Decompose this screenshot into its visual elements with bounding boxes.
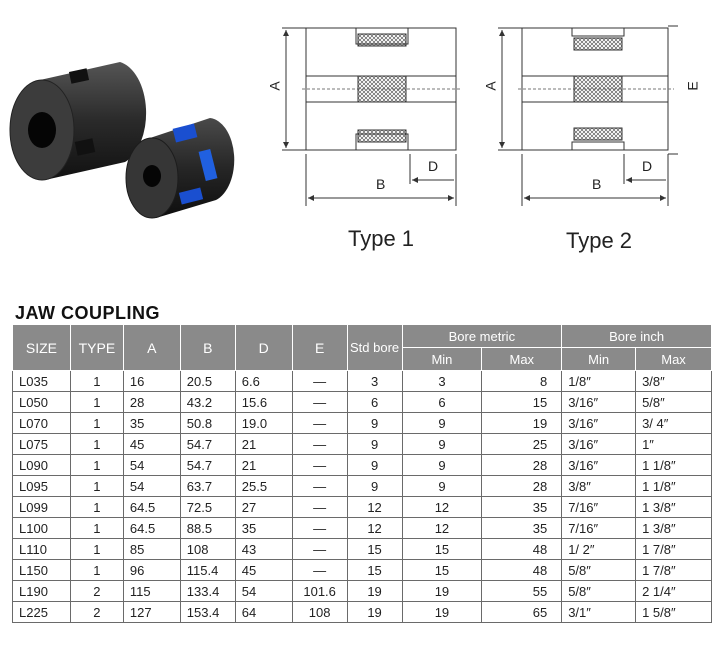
cell-type: 2 (70, 581, 123, 602)
cell-inch-max: 3/ 4″ (636, 413, 712, 434)
cell-type: 1 (70, 413, 123, 434)
cell-inch-min: 1/8″ (562, 371, 636, 392)
cell-std-bore: 6 (347, 392, 402, 413)
cell-type: 1 (70, 455, 123, 476)
type1-diagram (262, 14, 462, 254)
cell-type: 1 (70, 497, 123, 518)
cell-metric-min: 15 (402, 539, 482, 560)
cell-metric-max: 8 (482, 371, 562, 392)
cell-type: 1 (70, 371, 123, 392)
cell-type: 1 (70, 539, 123, 560)
col-std-bore: Std bore (347, 325, 402, 371)
cell-metric-max: 28 (482, 476, 562, 497)
cell-metric-min: 9 (402, 476, 482, 497)
cell-a: 115 (123, 581, 180, 602)
type1-label: Type 1 (348, 226, 415, 251)
cell-metric-max: 48 (482, 539, 562, 560)
cell-inch-max: 1 1/8″ (636, 455, 712, 476)
cell-e: — (292, 371, 347, 392)
cell-a: 64.5 (123, 518, 180, 539)
cell-std-bore: 15 (347, 560, 402, 581)
table-row (13, 539, 712, 560)
cell-metric-max: 15 (482, 392, 562, 413)
cell-b: 54.7 (180, 455, 235, 476)
cell-size: L035 (13, 371, 71, 392)
cell-metric-min: 19 (402, 581, 482, 602)
cell-metric-min: 9 (402, 413, 482, 434)
cell-size: L225 (13, 602, 71, 623)
cell-metric-min: 12 (402, 518, 482, 539)
cell-e: — (292, 455, 347, 476)
cell-d: 27 (235, 497, 292, 518)
type2-diagram (478, 14, 678, 254)
table-row (13, 413, 712, 434)
cell-d: 25.5 (235, 476, 292, 497)
cell-d: 54 (235, 581, 292, 602)
type2-dim-b: B (592, 176, 602, 192)
cell-std-bore: 9 (347, 434, 402, 455)
cell-a: 45 (123, 434, 180, 455)
col-inch-max: Max (636, 348, 712, 371)
cell-a: 35 (123, 413, 180, 434)
cell-d: 15.6 (235, 392, 292, 413)
cell-size: L075 (13, 434, 71, 455)
cell-inch-min: 3/16″ (562, 392, 636, 413)
col-bore-inch: Bore inch (562, 325, 712, 348)
cell-inch-min: 3/16″ (562, 455, 636, 476)
cell-metric-max: 48 (482, 560, 562, 581)
table-row (13, 602, 712, 623)
cell-size: L099 (13, 497, 71, 518)
cell-std-bore: 9 (347, 413, 402, 434)
cell-b: 153.4 (180, 602, 235, 623)
col-e: E (292, 325, 347, 371)
cell-inch-max: 1 7/8″ (636, 560, 712, 581)
cell-size: L150 (13, 560, 71, 581)
cell-d: 35 (235, 518, 292, 539)
table-row (13, 560, 712, 581)
cell-inch-max: 3/8″ (636, 371, 712, 392)
cell-size: L100 (13, 518, 71, 539)
cell-std-bore: 9 (347, 476, 402, 497)
cell-b: 63.7 (180, 476, 235, 497)
cell-metric-max: 19 (482, 413, 562, 434)
cell-b: 54.7 (180, 434, 235, 455)
cell-e: — (292, 476, 347, 497)
cell-d: 6.6 (235, 371, 292, 392)
cell-e: — (292, 434, 347, 455)
cell-metric-max: 35 (482, 518, 562, 539)
table-row (13, 392, 712, 413)
cell-inch-max: 2 1/4″ (636, 581, 712, 602)
type2-label: Type 2 (566, 228, 633, 253)
cell-inch-min: 3/8″ (562, 476, 636, 497)
cell-e: 108 (292, 602, 347, 623)
cell-d: 45 (235, 560, 292, 581)
cell-metric-max: 25 (482, 434, 562, 455)
cell-e: — (292, 539, 347, 560)
cell-metric-min: 3 (402, 371, 482, 392)
cell-e: — (292, 518, 347, 539)
cell-a: 54 (123, 476, 180, 497)
cell-a: 85 (123, 539, 180, 560)
table-body (13, 371, 712, 623)
table-row (13, 497, 712, 518)
cell-std-bore: 19 (347, 581, 402, 602)
cell-metric-max: 35 (482, 497, 562, 518)
cell-b: 20.5 (180, 371, 235, 392)
cell-inch-min: 7/16″ (562, 518, 636, 539)
col-inch-min: Min (562, 348, 636, 371)
cell-size: L110 (13, 539, 71, 560)
cell-std-bore: 9 (347, 455, 402, 476)
cell-inch-min: 3/16″ (562, 434, 636, 455)
cell-e: — (292, 560, 347, 581)
cell-a: 54 (123, 455, 180, 476)
cell-size: L070 (13, 413, 71, 434)
cell-d: 21 (235, 434, 292, 455)
col-d: D (235, 325, 292, 371)
cell-metric-min: 9 (402, 434, 482, 455)
cell-a: 16 (123, 371, 180, 392)
cell-a: 96 (123, 560, 180, 581)
cell-inch-min: 3/1″ (562, 602, 636, 623)
col-metric-min: Min (402, 348, 482, 371)
type1-dim-a: A (266, 81, 283, 91)
cell-e: — (292, 392, 347, 413)
cell-inch-max: 5/8″ (636, 392, 712, 413)
table-title: JAW COUPLING (15, 303, 161, 323)
cell-size: L190 (13, 581, 71, 602)
spec-table (12, 324, 712, 623)
type2-dim-d: D (642, 158, 653, 174)
cell-inch-min: 7/16″ (562, 497, 636, 518)
cell-b: 108 (180, 539, 235, 560)
cell-b: 72.5 (180, 497, 235, 518)
cell-a: 127 (123, 602, 180, 623)
cell-metric-max: 65 (482, 602, 562, 623)
cell-inch-min: 1/ 2″ (562, 539, 636, 560)
cell-type: 1 (70, 518, 123, 539)
cell-d: 19.0 (235, 413, 292, 434)
cell-type: 1 (70, 392, 123, 413)
table-row (13, 455, 712, 476)
cell-inch-max: 1 3/8″ (636, 497, 712, 518)
cell-b: 43.2 (180, 392, 235, 413)
cell-a: 28 (123, 392, 180, 413)
cell-metric-min: 9 (402, 455, 482, 476)
cell-type: 1 (70, 434, 123, 455)
cell-d: 64 (235, 602, 292, 623)
col-a: A (123, 325, 180, 371)
cell-type: 1 (70, 476, 123, 497)
cell-inch-min: 3/16″ (562, 413, 636, 434)
cell-type: 2 (70, 602, 123, 623)
cell-b: 133.4 (180, 581, 235, 602)
cell-e: — (292, 497, 347, 518)
col-metric-max: Max (482, 348, 562, 371)
cell-inch-max: 1 3/8″ (636, 518, 712, 539)
table-row (13, 581, 712, 602)
col-type: TYPE (70, 325, 123, 371)
cell-metric-min: 6 (402, 392, 482, 413)
cell-d: 43 (235, 539, 292, 560)
cell-type: 1 (70, 560, 123, 581)
type1-dim-b: B (376, 176, 386, 192)
table-row (13, 434, 712, 455)
cell-std-bore: 19 (347, 602, 402, 623)
cell-b: 115.4 (180, 560, 235, 581)
cell-inch-max: 1 1/8″ (636, 476, 712, 497)
cell-std-bore: 3 (347, 371, 402, 392)
col-bore-metric: Bore metric (402, 325, 562, 348)
table-row (13, 371, 712, 392)
cell-e: — (292, 413, 347, 434)
cell-inch-min: 5/8″ (562, 581, 636, 602)
type2-dim-a: A (482, 81, 499, 91)
cell-std-bore: 12 (347, 518, 402, 539)
cell-inch-max: 1 5/8″ (636, 602, 712, 623)
cell-b: 50.8 (180, 413, 235, 434)
cell-e: 101.6 (292, 581, 347, 602)
cell-metric-max: 28 (482, 455, 562, 476)
col-b: B (180, 325, 235, 371)
cell-inch-min: 5/8″ (562, 560, 636, 581)
table-row (13, 476, 712, 497)
table-row (13, 518, 712, 539)
cell-metric-min: 15 (402, 560, 482, 581)
cell-b: 88.5 (180, 518, 235, 539)
col-size: SIZE (13, 325, 71, 371)
type2-dim-e: E (684, 81, 701, 91)
cell-metric-max: 55 (482, 581, 562, 602)
coupling-photo (0, 40, 270, 230)
cell-inch-max: 1 7/8″ (636, 539, 712, 560)
cell-size: L050 (13, 392, 71, 413)
cell-size: L090 (13, 455, 71, 476)
cell-std-bore: 12 (347, 497, 402, 518)
cell-metric-min: 12 (402, 497, 482, 518)
cell-size: L095 (13, 476, 71, 497)
cell-d: 21 (235, 455, 292, 476)
cell-inch-max: 1″ (636, 434, 712, 455)
cell-std-bore: 15 (347, 539, 402, 560)
cell-metric-min: 19 (402, 602, 482, 623)
cell-a: 64.5 (123, 497, 180, 518)
type1-dim-d: D (428, 158, 439, 174)
